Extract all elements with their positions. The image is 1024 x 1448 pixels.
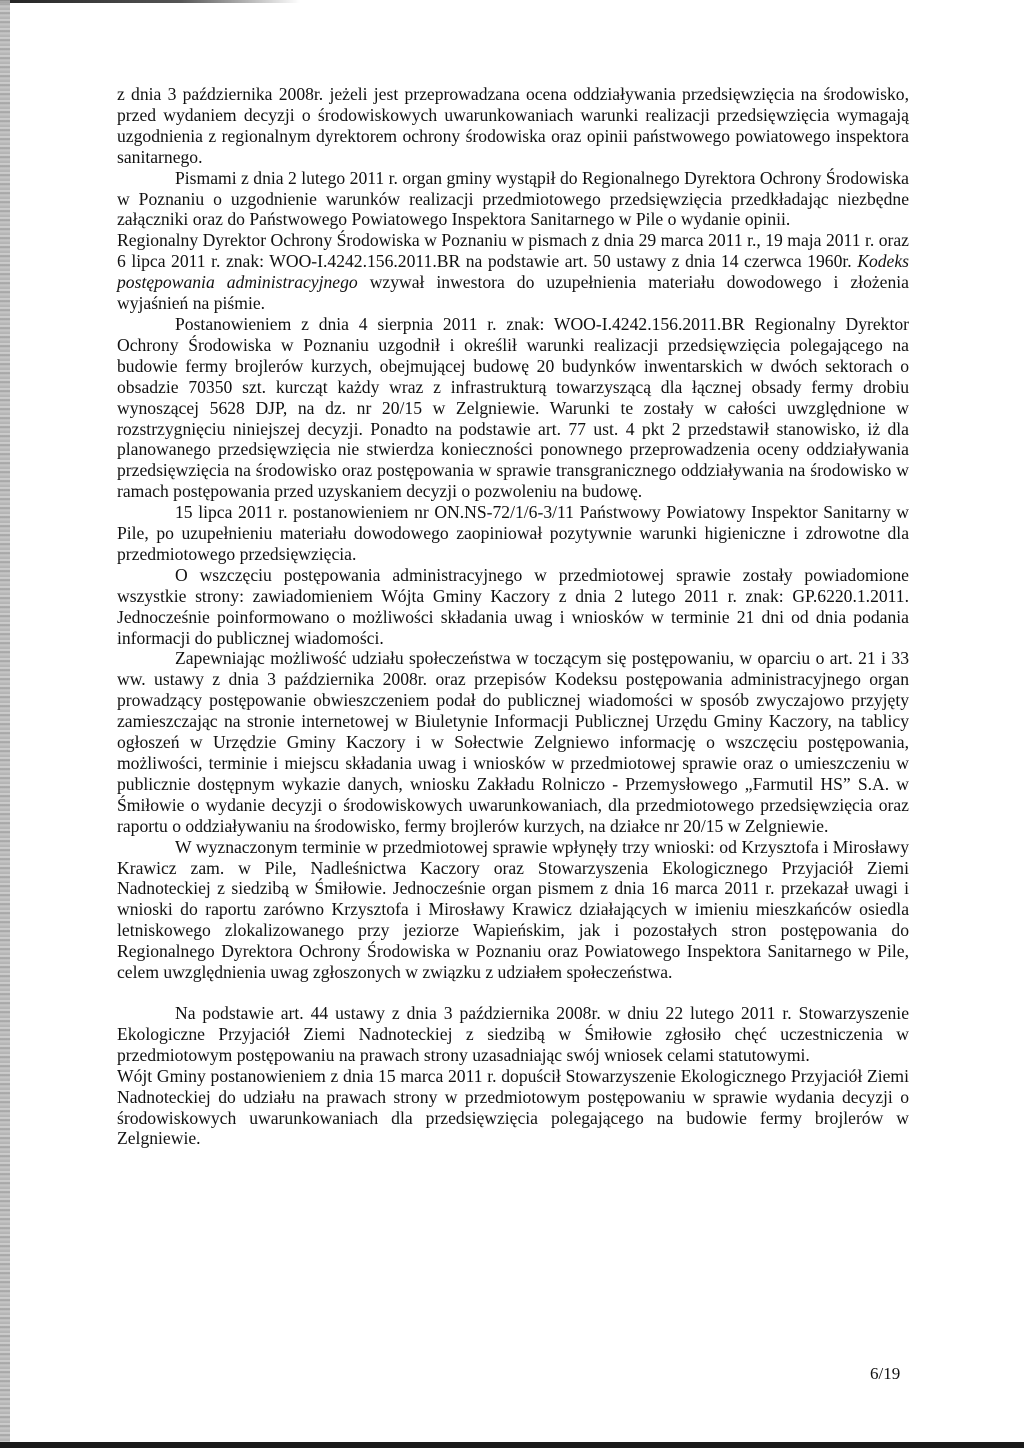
- paragraph: Na podstawie art. 44 ustawy z dnia 3 października 2008r. w dniu 22 lutego 2011 r. Stowarzyszenie Ekologiczne Przyjaciół Ziemi Nadnoteckiej z siedzibą w Śmiłowie zgłosiło chęć uczestniczenia w przedmiotowym postępowaniu na prawach strony uzasadniając swój wniosek celami statutowymi.: [117, 1002, 909, 1065]
- page-number: 6/19: [870, 1364, 901, 1383]
- scan-edge-left: [0, 0, 10, 1448]
- paragraph: W wyznaczonym terminie w przedmiotowej sprawie wpłynęły trzy wnioski: od Krzysztofa i Mirosławy Krawicz zam. w Pile, Nadleśnictwa Kaczory oraz Stowarzyszenia Ekologicznego Przyjaciół Ziemi Nadnoteckiej z siedzibą w Śmiłowie. Jednocześnie organ pismem z dnia 16 marca 2011 r. przekazał uwagi i wnioski do raportu zarówno Krzysztofa i Mirosławy Krawicz działających w imieniu mieszkańców osiedla letniskowego zlokalizowanego przy jeziorze Wapieńskim, jak i pozostałych stron postępowania do Regionalnego Dyrektora Ochrony Środowiska w Poznaniu oraz Powiatowego Inspektora Sanitarnego w Pile, celem uwzględnienia uwag zgłoszonych w związku z udziałem społeczeństwa.: [117, 836, 909, 983]
- paragraph: 15 lipca 2011 r. postanowieniem nr ON.NS-72/1/6-3/11 Państwowy Powiatowy Inspektor Sanitarny w Pile, po uzupełnieniu materiału dowodowego zaopiniował pozytywnie warunki higieniczne i zdrowotne dla przedmiotowego przedsięwzięcia.: [117, 502, 909, 564]
- paragraph: Zapewniając możliwość udziału społeczeństwa w toczącym się postępowaniu, w oparciu o art. 21 i 33 ww. ustawy z dnia 3 października 2008r. oraz przepisów Kodeksu postępowania administracyjnego organ prowadzący postępowanie obwieszczeniem podał do publicznej wiadomości w sposób zwyczajowo przyjęty zamieszczając na stronie internetowej w Biuletynie Informacji Publicznej Urzędu Gminy Kaczory, na tablicy ogłoszeń w Urzędzie Gminy Kaczory i w Sołectwie Zelgniewo informację o wszczęciu postępowania, możliwości, terminie i miejscu składania uwag i wniosków w przedmiotowej sprawie oraz o umieszczeniu w publicznie dostępnym wykazie danych, wniosku Zakładu Rolniczo - Przemysłowego „Farmutil HS” S.A. w Śmiłowie o wydanie decyzji o środowiskowych uwarunkowaniach, dla przedmiotowego przedsięwzięcia oraz raportu o oddziaływaniu na środowisko, fermy brojlerów kurzych, na działce nr 20/15 w Zelgniewie.: [117, 648, 909, 836]
- paragraph: z dnia 3 października 2008r. jeżeli jest przeprowadzana ocena oddziaływania przedsięwzięcia na środowisko, przed wydaniem decyzji o środowiskowych uwarunkowaniach warunki realizacji przedsięwzięcia wymagają uzgodnienia z regionalnym dyrektorem ochrony środowiska oraz opinii państwowego powiatowego inspektora sanitarnego.: [117, 84, 909, 167]
- paragraph-text: wzywał inwestora do uzupełnienia materiału dowodowego i złożenia wyjaśnień na piśmie.: [117, 272, 909, 314]
- paragraph: [117, 230, 909, 314]
- paragraph: O wszczęciu postępowania administracyjnego w przedmiotowej sprawie zostały powiadomione wszystkie strony: zawiadomieniem Wójta Gminy Kaczory z dnia 2 lutego 2011 r. znak: GP.6220.1.2011. Jednocześnie poinformowano o możliwości składania uwag i wniosków w terminie 21 dni od dnia podania informacji do publicznej wiadomości.: [117, 564, 909, 648]
- paragraph: Wójt Gminy postanowieniem z dnia 15 marca 2011 r. dopuścił Stowarzyszenie Ekologicznego Przyjaciół Ziemi Nadnoteckiej do udziału na prawach strony w przedmiotowym postępowaniu w sprawie wydania decyzji o środowiskowych uwarunkowaniach dla przedsięwzięcia polegającego na budowie fermy brojlerów w Zelgniewie.: [117, 1065, 909, 1149]
- paragraph: Postanowieniem z dnia 4 sierpnia 2011 r. znak: WOO-I.4242.156.2011.BR Regionalny Dyrektor Ochrony Środowiska w Poznaniu uzgodnił i określił warunki realizacji przedsięwzięcia polegającego na budowie fermy brojlerów kurzych, obejmującej budowę 20 budynków inwentarskich w dwóch sektorach o obsadzie 70350 szt. kurcząt każdy wraz z infrastrukturą towarzyszącą dla łącznej obsady fermy drobiu wynoszącej 5628 DJP, na dz. nr 20/15 w Zelgniewie. Warunki te zostały w całości uwzględnione w rozstrzygnięciu niniejszej decyzji. Ponadto na podstawie art. 77 ust. 4 pkt 2 przedstawił stanowisko, iż dla planowanego przedsięwzięcia nie stwierdza konieczności ponownego przeprowadzenia oceny oddziaływania przedsięwzięcia na środowisko oraz postępowania w sprawie transgranicznego oddziaływania na środowisko w ramach postępowania przed uzyskaniem decyzji o pozwoleniu na budowę.: [117, 313, 909, 502]
- scan-edge-bottom: [0, 1442, 1024, 1448]
- paragraph-text: Regionalny Dyrektor Ochrony Środowiska w Poznaniu w pismach z dnia 29 marca 2011 r., 19 maja 2011 r. oraz 6 lipca 2011 r. znak: WOO-I.4242.156.2011.BR na podstawie art. 50 ustawy z dnia 14 czerwca 1960r.: [117, 230, 909, 272]
- scan-edge-top: [0, 0, 300, 3]
- italic-title: Kodeks postępowania administracyjnego: [117, 251, 909, 293]
- paragraph: Pismami z dnia 2 lutego 2011 r. organ gminy wystąpił do Regionalnego Dyrektora Ochrony Środowiska w Poznaniu o uzgodnienie warunków realizacji przedmiotowego przedsięwzięcia przedkładając niezbędne załączniki oraz do Państwowego Powiatowego Inspektora Sanitarnego w Pile o wydanie opinii.: [117, 167, 909, 230]
- document-body: [117, 84, 909, 1149]
